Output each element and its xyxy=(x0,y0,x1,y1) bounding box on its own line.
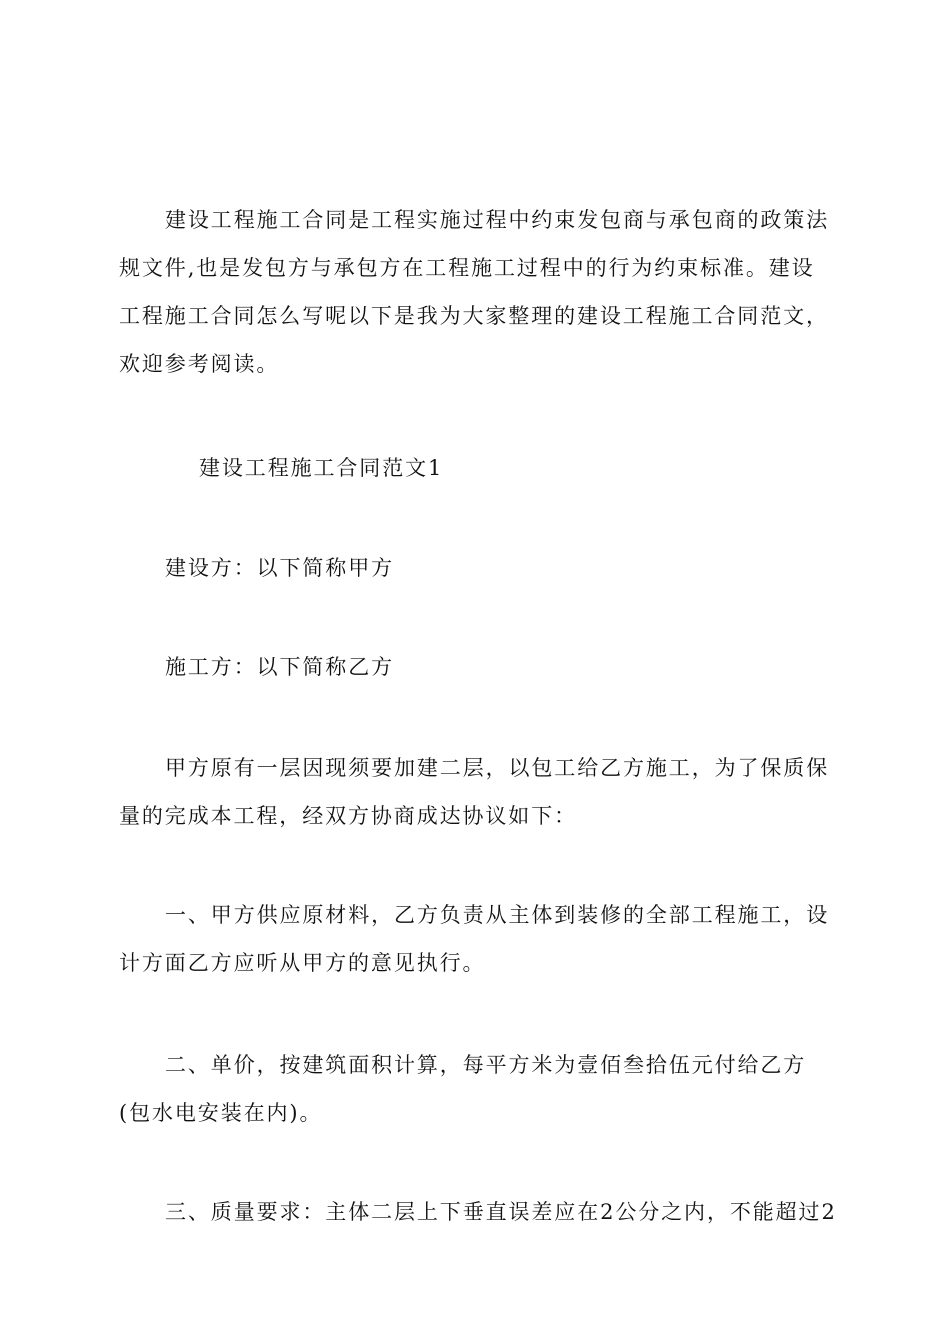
contract-title: 建设工程施工合同范文1 xyxy=(199,456,444,480)
clause-2-paragraph: 二、单价，按建筑面积计算，每平方米为壹佰叁拾伍元付给乙方(包水电安装在内)。 xyxy=(119,1053,807,1125)
party-b-line: 施工方：以下简称乙方 xyxy=(165,655,394,679)
clause-3-paragraph: 三、质量要求：主体二层上下垂直误差应在2公分之内，不能超过2 xyxy=(165,1200,837,1224)
clause-1-paragraph: 一、甲方供应原材料，乙方负责从主体到装修的全部工程施工，设计方面乙方应听从甲方的意见执行。 xyxy=(119,903,830,975)
intro-paragraph: 建设工程施工合同是工程实施过程中约束发包商与承包商的政策法规文件,也是发包方与承包方在工程施工过程中的行为约束标准。建设工程施工合同怎么写呢以下是我为大家整理的建设工程施工合同范文，欢迎参考阅读。 xyxy=(119,208,830,376)
preamble-paragraph: 甲方原有一层因现须要加建二层，以包工给乙方施工，为了保质保量的完成本工程，经双方协商成达协议如下： xyxy=(119,756,830,828)
party-a-line: 建设方：以下简称甲方 xyxy=(165,556,394,580)
